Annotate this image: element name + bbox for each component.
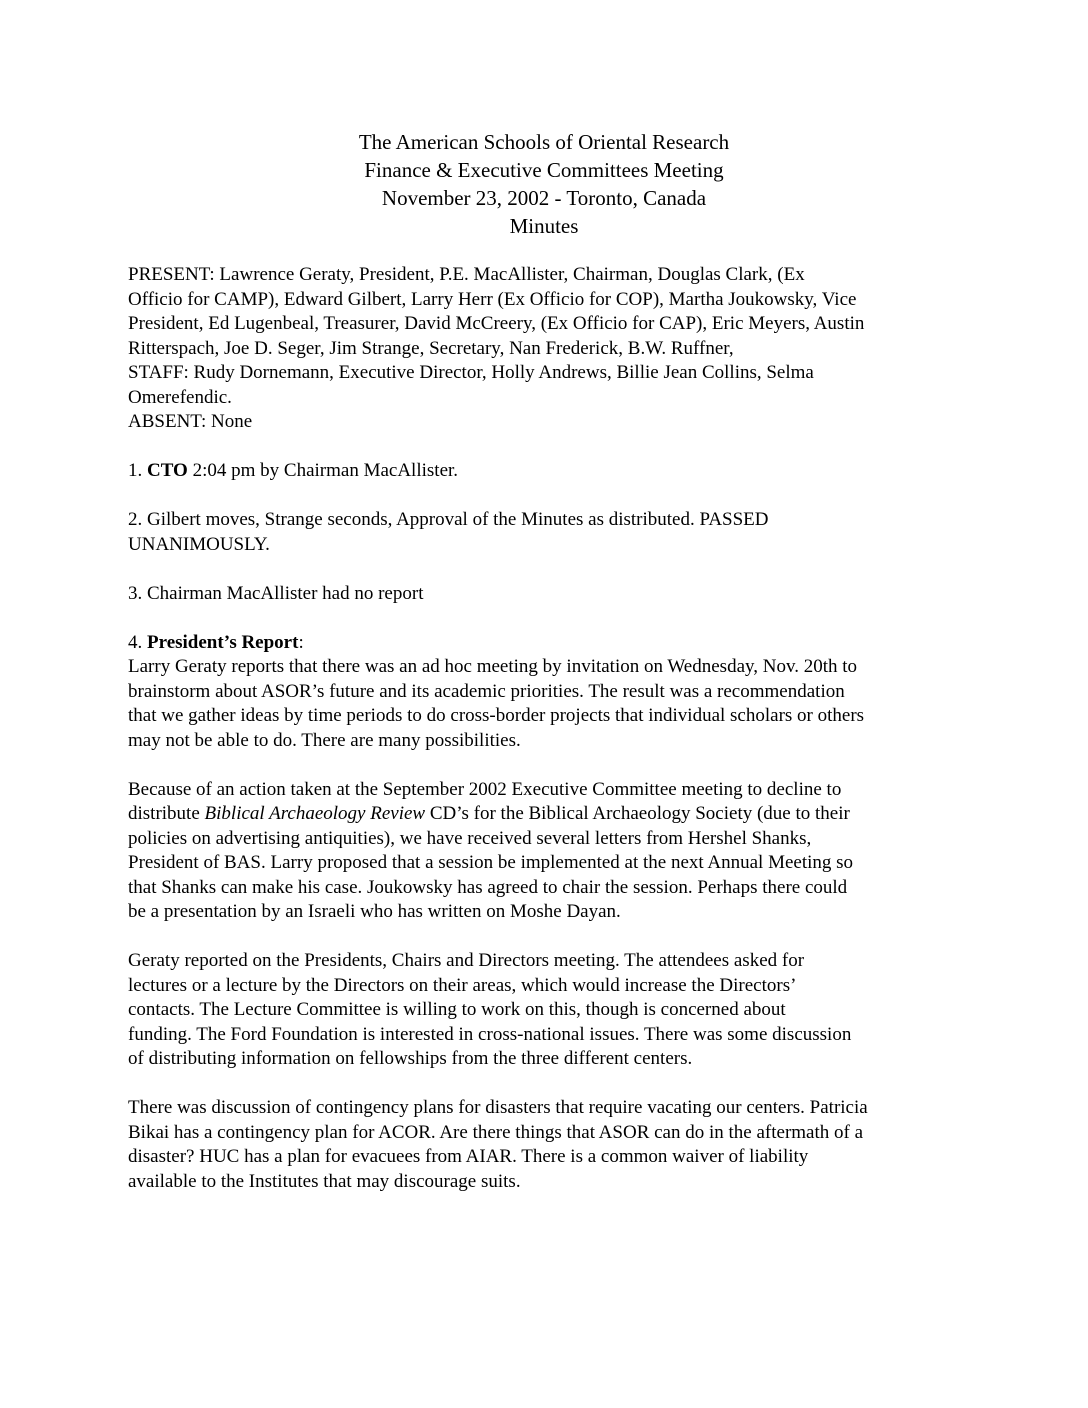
paragraph-line: Bikai has a contingency plan for ACOR. Are there things that ASOR can do in the aftermath of a — [128, 1121, 864, 1143]
paragraph-line: Geraty reported on the Presidents, Chairs and Directors meeting. The attendees asked for — [128, 950, 805, 971]
paragraph-line: policies on advertising antiquities), we have received several letters from Hershel Shanks, — [128, 827, 812, 849]
item-1-call-to-order — [128, 459, 968, 484]
item-1-cto-label: CTO — [147, 460, 188, 481]
paragraph-text: distribute — [128, 803, 205, 824]
item-4-heading — [128, 631, 968, 656]
minutes-body — [128, 263, 968, 1194]
item-3-chairman-report: 3. Chairman MacAllister had no report — [128, 582, 424, 604]
attendance-section — [128, 263, 968, 435]
item-1-text: 2:04 pm by Chairman MacAllister. — [187, 460, 459, 481]
paragraph-line: disaster? HUC has a plan for evacuees from AIAR. There is a common waiver of liability — [128, 1146, 809, 1167]
document-type: Minutes — [509, 214, 579, 238]
meeting-title: Finance & Executive Committees Meeting — [364, 158, 724, 182]
paragraph-line: brainstorm about ASOR’s future and its academic priorities. The result was a recommendation — [128, 680, 845, 702]
item-2-line: 2. Gilbert moves, Strange seconds, Approval of the Minutes as distributed. PASSED — [128, 509, 769, 530]
item-4-title: President’s Report — [147, 631, 299, 653]
paragraph-line: President of BAS. Larry proposed that a session be implemented at the next Annual Meeting so — [128, 852, 854, 873]
attendance-line: STAFF: Rudy Dornemann, Executive Director, Holly Andrews, Billie Jean Collins, Selma — [128, 362, 814, 383]
item-2-line: UNANIMOUSLY. — [128, 533, 270, 555]
organization-title: The American Schools of Oriental Research — [358, 130, 730, 154]
paragraph-line: may not be able to do. There are many possibilities. — [128, 729, 521, 751]
paragraph-line: of distributing information on fellowships from the three different centers. — [128, 1048, 693, 1069]
meeting-date-location: November 23, 2002 - Toronto, Canada — [381, 186, 707, 210]
attendance-line: PRESENT: Lawrence Geraty, President, P.E. MacAllister, Chairman, Douglas Clark, (Ex — [128, 264, 805, 285]
item-4-colon: : — [298, 631, 304, 653]
attendance-line: Officio for CAMP), Edward Gilbert, Larry Herr (Ex Officio for COP), Martha Joukowsky, Vice — [128, 288, 857, 310]
paragraph-line: Because of an action taken at the September 2002 Executive Committee meeting to decline to — [128, 778, 842, 800]
paragraph-bas-session — [128, 778, 968, 925]
paragraph-line: available to the Institutes that may discourage suits. — [128, 1170, 521, 1192]
absent-line: ABSENT: None — [128, 411, 253, 432]
paragraph-line: that we gather ideas by time periods to do cross-border projects that individual scholars or others — [128, 705, 865, 726]
paragraph-line: that Shanks can make his case. Joukowsky has agreed to chair the session. Perhaps there could — [128, 876, 848, 898]
paragraph-line — [128, 802, 968, 827]
paragraph-line: funding. The Ford Foundation is interested in cross-national issues. There was some discussion — [128, 1023, 852, 1045]
paragraph-text: CD’s for the Biblical Archaeology Society (due to their — [425, 803, 850, 824]
paragraph-line: There was discussion of contingency plans for disasters that require vacating our centers. Patricia — [128, 1097, 868, 1118]
attendance-line: Ritterspach, Joe D. Seger, Jim Strange, Secretary, Nan Frederick, B.W. Ruffner, — [128, 337, 734, 359]
publication-title: Biblical Archaeology Review — [204, 803, 426, 824]
paragraph-line: be a presentation by an Israeli who has written on Moshe Dayan. — [128, 901, 621, 922]
document-header — [0, 128, 1088, 240]
paragraph-directors-meeting — [128, 949, 968, 1072]
paragraph-contingency-plans — [128, 1096, 968, 1194]
paragraph-line: Larry Geraty reports that there was an ad hoc meeting by invitation on Wednesday, Nov. 20th to — [128, 656, 858, 677]
attendance-line: President, Ed Lugenbeal, Treasurer, David McCreery, (Ex Officio for CAP), Eric Meyers, Austin — [128, 313, 865, 334]
item-2-minutes-approval — [128, 508, 968, 557]
item-1-number: 1. — [128, 460, 147, 481]
paragraph-line: contacts. The Lecture Committee is willing to work on this, though is concerned about — [128, 999, 786, 1020]
paragraph-line: lectures or a lecture by the Directors on their areas, which would increase the Directors’ — [128, 974, 797, 996]
item-4-number: 4. — [128, 631, 147, 653]
paragraph-ad-hoc-meeting — [128, 655, 968, 753]
item-4-presidents-report — [128, 631, 968, 1195]
attendance-line: Omerefendic. — [128, 386, 232, 408]
